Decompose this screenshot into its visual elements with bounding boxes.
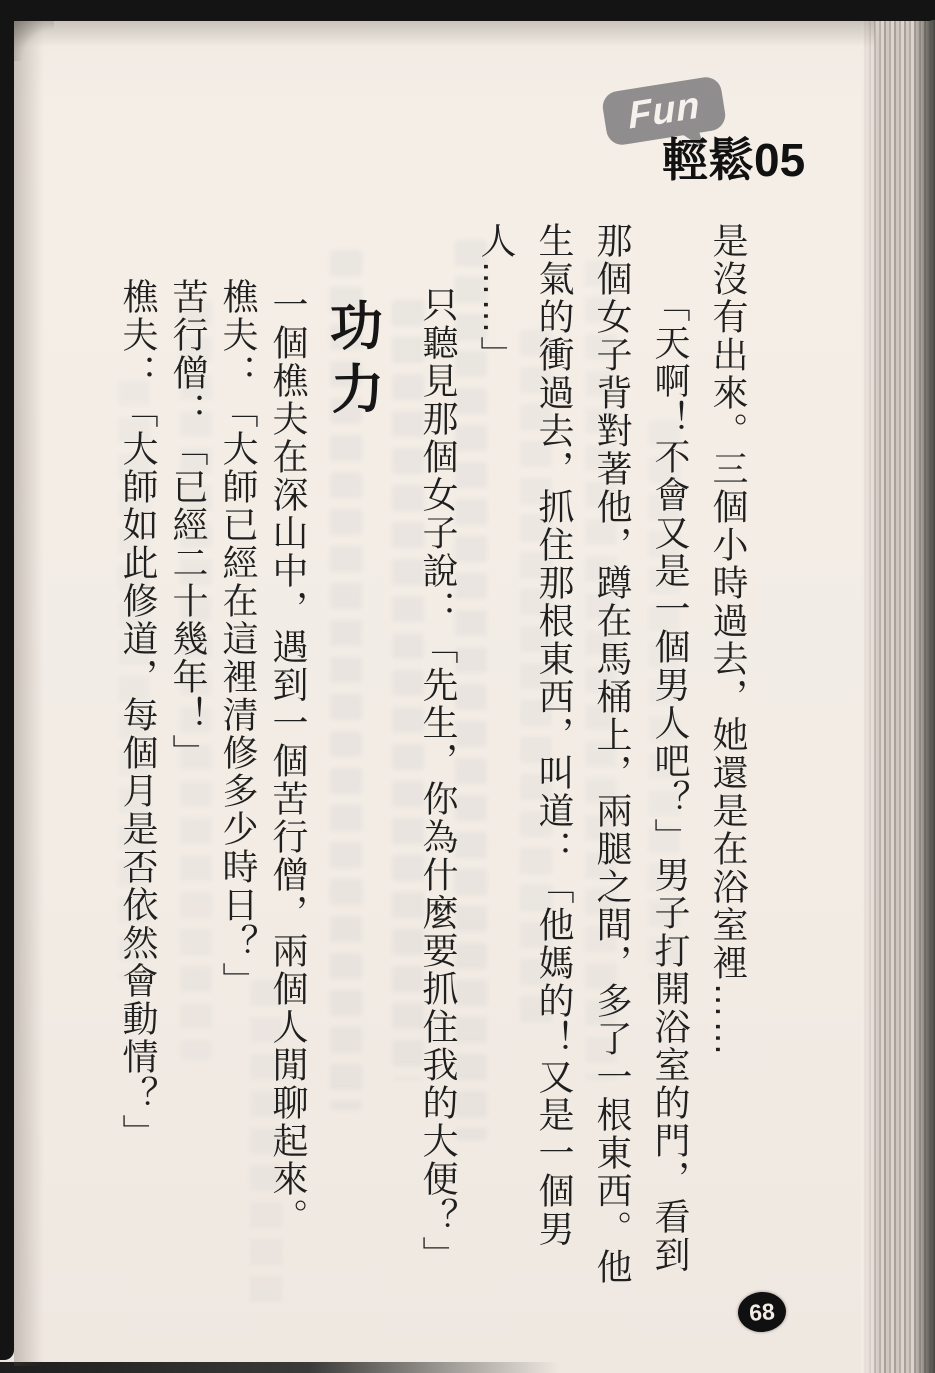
story1-column-2: 「天啊！不會又是一個男人吧？」男子打開浴室的門，看到 [650,286,691,1274]
chapter-header [600,80,860,190]
story1-column-3: 那個女子背對著他，蹲在馬桶上，兩腿之間，多了一根東西。他 [592,222,633,1286]
paper-left-shadow [14,21,44,1366]
scan-bottom-edge [0,1362,560,1373]
story2-column-3: 苦行僧：「已經二十幾年！」 [168,278,209,772]
story2-column-2: 樵夫：「大師已經在這裡清修多少時日？」 [218,278,259,1000]
book-page-stack-edge [861,18,935,1373]
fun-logo-text: Fun [626,83,701,138]
series-title: 輕鬆05 [662,134,806,186]
section-title: 功力 [321,297,384,425]
page-number: 68 [748,1297,776,1326]
story1-column-6: 只聽見那個女子說：「先生，你為什麼要抓住我的大便？」 [418,286,459,1274]
story2-column-1: 一個樵夫在深山中，遇到一個苦行僧，兩個人閒聊起來。 [268,286,309,1236]
scan-top-edge [0,0,935,21]
body-text [113,222,757,1347]
story1-column-1: 是沒有出來。三個小時過去，她還是在浴室裡…… [708,222,749,1058]
paper-top-shadow [14,21,875,47]
story1-column-4: 生氣的衝過去，抓住那根東西，叫道：「他媽的！又是一個男 [534,222,575,1248]
scan-left-edge [0,0,14,1360]
story2-column-4: 樵夫：「大師如此修道，每個月是否依然會動情？」 [118,278,159,1152]
story1-column-5: 人……」 [476,222,517,374]
